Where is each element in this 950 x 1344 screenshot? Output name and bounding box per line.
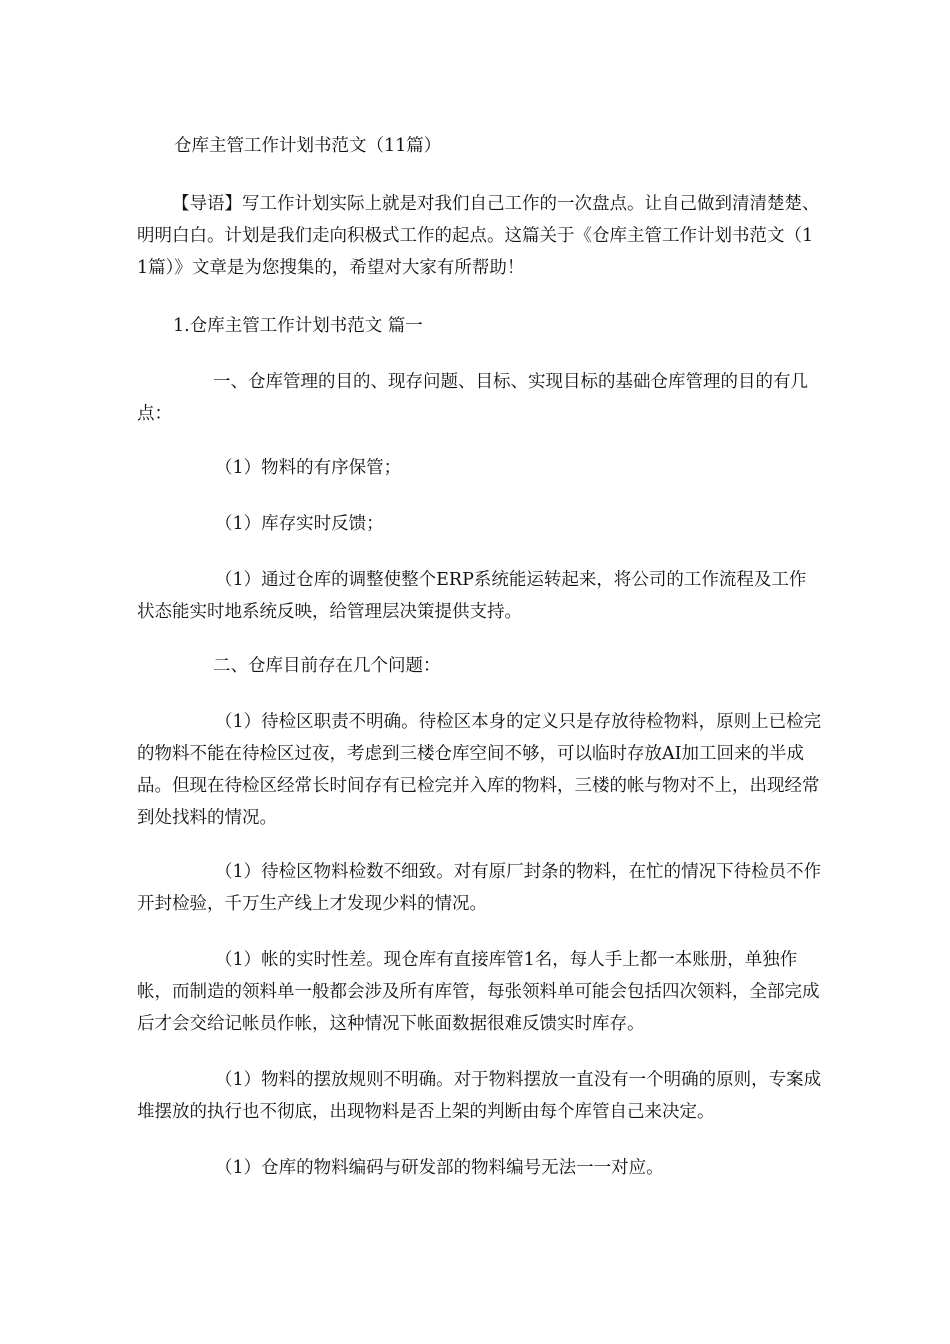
part1-heading: 一、仓库管理的目的、现存问题、目标、实现目标的基础仓库管理的目的有几点： (137, 372, 808, 424)
part2-item: （1）物料的摆放规则不明确。对于物料摆放一直没有一个明确的原则，专案成堆摆放的执行也不彻底，出现物料是否上架的判断由每个库管自己来决定。 (137, 1070, 822, 1122)
part2-item: （1）待检区物料检数不细致。对有原厂封条的物料，在忙的情况下待检员不作开封检验，千万生产线上才发现少料的情况。 (137, 862, 822, 914)
part2-item: （1）仓库的物料编码与研发部的物料编号无法一一对应。 (215, 1158, 664, 1178)
part1-item: （1）物料的有序保管； (215, 458, 402, 478)
part2-item: （1）帐的实时性差。现仓库有直接库管1名，每人手上都一本账册，单独作帐，而制造的领料单一般都会涉及所有库管，每张领料单可能会包括四次领料，全部完成后才会交给记帐员作帐，这种情况下帐面数据很难反馈实时库存。 (137, 950, 820, 1034)
intro-paragraph: 【导语】写工作计划实际上就是对我们自己工作的一次盘点。让自己做到清清楚楚、明明白白。计划是我们走向积极式工作的起点。这篇关于《仓库主管工作计划书范文（11篇）》文章是为您搜集的，希望对大家有所帮助！ (137, 194, 820, 278)
section-heading: 1.仓库主管工作计划书范文 篇一 (173, 316, 423, 336)
part2-item: （1）待检区职责不明确。待检区本身的定义只是存放待检物料，原则上已检完的物料不能在待检区过夜，考虑到三楼仓库空间不够，可以临时存放AI加工回来的半成品。但现在待检区经常长时间存有已检完并入库的物料，三楼的帐与物对不上，出现经常到处找料的情况。 (137, 712, 822, 828)
part1-item: （1）通过仓库的调整使整个ERP系统能运转起来，将公司的工作流程及工作状态能实时地系统反映，给管理层决策提供支持。 (137, 570, 807, 622)
part1-item: （1）库存实时反馈； (215, 514, 384, 534)
document-title: 仓库主管工作计划书范文（11篇） (174, 136, 442, 156)
part2-heading: 二、仓库目前存在几个问题： (213, 656, 441, 676)
